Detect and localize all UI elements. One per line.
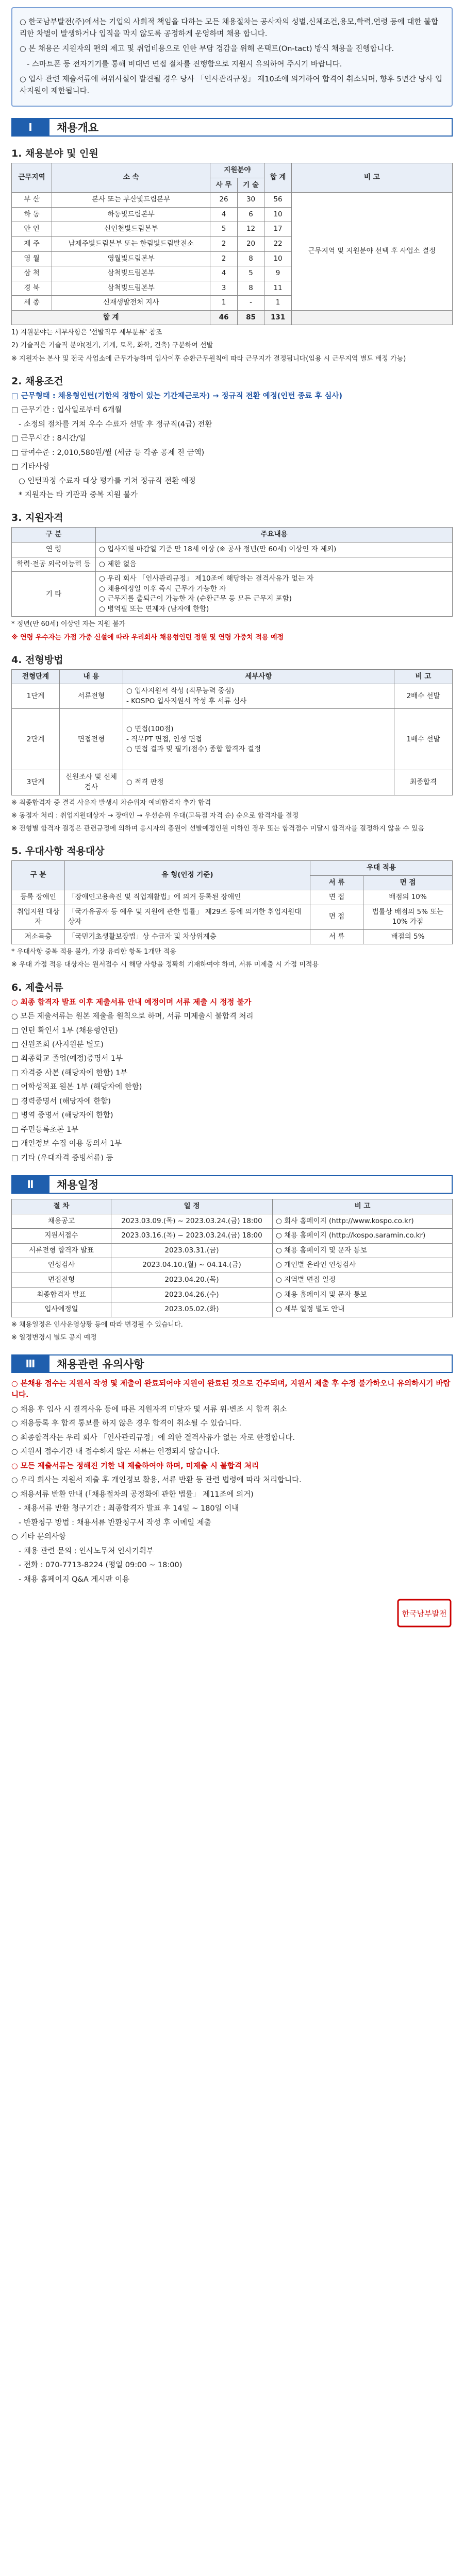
cell: 등록 장애인 xyxy=(12,890,65,905)
doc-item: □ 경력증명서 (해당자에 한함) xyxy=(11,1097,111,1106)
th-category: 구 분 xyxy=(12,528,96,543)
cell: 신재생발전처 지사 xyxy=(52,296,210,311)
th-step: 절 차 xyxy=(12,1199,111,1214)
section-header xyxy=(11,1354,453,1373)
caution-item: - 채용서류 반환 청구기간 : 최종합격자 발표 후 14일 ~ 180일 이내 xyxy=(19,1504,239,1513)
subsection-title: 6. 제출서류 xyxy=(11,981,63,993)
cell: 배점의 10% xyxy=(363,890,453,905)
cell: 22 xyxy=(264,236,291,251)
qualification-table xyxy=(11,527,453,617)
subsection-title: 2. 채용조건 xyxy=(11,375,63,387)
cell: 46 xyxy=(210,310,237,325)
cell: ○ 채용 홈페이지 및 문자 통보 xyxy=(273,1243,453,1258)
doc-item: □ 최종학교 졸업(예정)증명서 1부 xyxy=(11,1055,123,1063)
table-row xyxy=(12,572,453,617)
cell: 30 xyxy=(237,193,264,208)
cell: 하 동 xyxy=(12,207,52,222)
cell: 12 xyxy=(237,222,264,237)
caution-item: - 채용 관련 문의 : 인사노무처 인사기획부 xyxy=(19,1547,154,1555)
cell: 「장애인고용촉진 및 직업재활법」에 의거 등록된 장애인 xyxy=(65,890,310,905)
cell: 합 계 xyxy=(12,310,210,325)
cell: 10 xyxy=(264,207,291,222)
table-row xyxy=(12,1214,453,1229)
cell: 영 월 xyxy=(12,251,52,266)
doc-item: □ 인턴 확인서 1부 (채용형인턴) xyxy=(11,1026,118,1035)
note: * 우대사항 중복 적용 불가, 가장 유리한 항목 1개만 적용 xyxy=(11,948,176,956)
cell: ○ 입사지원 마감일 기준 만 18세 이상 (※ 공사 정년(만 60세) 이상인 자 제외) xyxy=(96,543,453,557)
caution-item: - 전화 : 070-7713-8224 (평일 09:00 ~ 18:00) xyxy=(19,1561,183,1570)
condition: * 지원자는 타 기관과 중복 지원 불가 xyxy=(19,491,138,500)
cell: ○ 제한 없음 xyxy=(96,557,453,572)
caution-item: ○ 최종합격자는 우리 회사 「인사관리규정」에 의한 결격사유가 없는 자로 한정합니다. xyxy=(11,1433,295,1442)
th-total: 합 계 xyxy=(264,163,291,193)
cell: 남제주빛드림본부 또는 한림빛드림발전소 xyxy=(52,236,210,251)
cell: 131 xyxy=(264,310,291,325)
th-detail: 세부사항 xyxy=(123,669,394,684)
table-row xyxy=(12,770,453,795)
subsection-title: 1. 채용분야 및 인원 xyxy=(11,148,98,160)
intro-line: - 스마트폰 등 전자기기를 통해 비대면 면접 절차를 진행함으로 지원시 유의하여 주시기 바랍니다. xyxy=(27,60,342,69)
cell: 2023.05.02.(화) xyxy=(111,1302,273,1317)
cell: 3 xyxy=(210,281,237,296)
cell: ○ 세부 일정 별도 안내 xyxy=(273,1302,453,1317)
condition: □ 급여수준 : 2,010,580원/월 (세금 등 각종 공제 전 금액) xyxy=(11,448,205,457)
process-table xyxy=(11,669,453,795)
note: ※ 전형별 합격자 결정은 관련규정에 의하며 응시자의 총원이 선발예정인원 이하인 경우 또는 합격점수 미달시 합격자를 결정하지 않을 수 있음 xyxy=(11,824,425,833)
condition: □ 근무기간 : 입사일로부터 6개월 xyxy=(11,406,122,415)
cell: ○ 적격 판정 xyxy=(123,770,394,795)
note: ※ 지원자는 본사 및 전국 사업소에 근무가능하며 입사이후 순환근무원칙에 따라 근무지가 결정됩니다(임용 시 근무지역 별도 배정 가능) xyxy=(11,354,406,363)
table-row xyxy=(12,1258,453,1273)
note: ※ 최종합격자 중 결격 사유자 발생시 차순위자 예비합격자 추가 합격 xyxy=(11,799,211,807)
caution-item: - 채용 홈페이지 Q&A 게시판 이용 xyxy=(19,1575,129,1584)
cell: 3단계 xyxy=(12,770,60,795)
cell: 최종합격 xyxy=(394,770,453,795)
caution-item: ○ 기타 문의사항 xyxy=(11,1533,66,1541)
th-content: 내 용 xyxy=(60,669,123,684)
cell: 4 xyxy=(210,207,237,222)
cell: 삼척빛드림본부 xyxy=(52,266,210,281)
intro-box xyxy=(11,7,453,107)
cell: 2단계 xyxy=(12,709,60,770)
th-remark: 비 고 xyxy=(291,163,452,193)
condition: □ 근무시간 : 8시간/일 xyxy=(11,434,86,443)
doc-item: ○ 모든 제출서류는 원본 제출을 원칙으로 하며, 서류 미제출시 불합격 처리 xyxy=(11,1012,254,1021)
cell: 4 xyxy=(210,266,237,281)
table-row xyxy=(12,890,453,905)
stamp-text: 한국남부발전 xyxy=(402,1609,447,1619)
section-number: Ⅰ xyxy=(11,118,49,137)
th-stage: 전형단계 xyxy=(12,669,60,684)
cell: 안 인 xyxy=(12,222,52,237)
table-row xyxy=(12,905,453,929)
cell: ○ 개인별 온라인 인성검사 xyxy=(273,1258,453,1273)
cell: 5 xyxy=(210,222,237,237)
cell xyxy=(291,310,452,325)
cell: 5 xyxy=(237,266,264,281)
cell: 삼척빛드림본부 xyxy=(52,281,210,296)
table-row xyxy=(12,1287,453,1302)
cell: 2배수 선발 xyxy=(394,684,453,709)
caution-item: ○ 채용등록 후 합격 통보를 하지 않은 경우 합격이 취소될 수 있습니다. xyxy=(11,1419,242,1428)
cell: 2023.04.20.(목) xyxy=(111,1273,273,1288)
table-row xyxy=(12,543,453,557)
caution-item: ○ 지원서 접수기간 내 접수하지 않은 서류는 인정되지 않습니다. xyxy=(11,1448,220,1456)
stamp xyxy=(396,1598,453,1631)
section-title: 채용개요 xyxy=(49,118,453,137)
subsection-title: 5. 우대사항 적용대상 xyxy=(11,845,105,857)
cell: 기 타 xyxy=(12,572,96,617)
stamp-icon xyxy=(396,1598,453,1629)
doc-item: □ 어학성적표 원본 1부 (해당자에 한함) xyxy=(11,1083,142,1092)
subsection-title: 4. 전형방법 xyxy=(11,654,63,666)
cell: 면접전형 xyxy=(60,709,123,770)
caution-item: ○ 채용서류 반환 안내 (「채용절차의 공정화에 관한 법률」 제11조에 의거) xyxy=(11,1490,254,1499)
note: 1) 지원분야는 세부사항은 '선발직무 세부분류' 참조 xyxy=(11,329,162,337)
schedule-table xyxy=(11,1199,453,1317)
cell: 1단계 xyxy=(12,684,60,709)
cell: 경 북 xyxy=(12,281,52,296)
cell: 8 xyxy=(237,281,264,296)
cell: 2023.03.16.(목) ~ 2023.03.24.(금) 18:00 xyxy=(111,1229,273,1244)
cell: ○ 채용 홈페이지 (http://kospo.saramin.co.kr) xyxy=(273,1229,453,1244)
total-row xyxy=(12,310,453,325)
cell: 17 xyxy=(264,222,291,237)
subsection-title: 3. 지원자격 xyxy=(11,512,63,524)
cell: 면 접 xyxy=(310,890,363,905)
cell: 삼 척 xyxy=(12,266,52,281)
cell: 연 령 xyxy=(12,543,96,557)
note: ※ 연령 우수자는 가점 가중 신설에 따라 우리회사 채용형인턴 정원 및 연령 가중치 적용 예정 xyxy=(11,633,284,641)
cell: 2023.04.10.(월) ~ 04.14.(금) xyxy=(111,1258,273,1273)
table-row xyxy=(12,709,453,770)
cell: 입사예정일 xyxy=(12,1302,111,1317)
cell: 1배수 선발 xyxy=(394,709,453,770)
doc-item: □ 기타 (우대자격 증빙서류) 등 xyxy=(11,1154,113,1162)
note: ※ 일정변경시 별도 공지 예정 xyxy=(11,1333,97,1342)
cell: 면 접 xyxy=(310,905,363,929)
cell: 9 xyxy=(264,266,291,281)
cell: ○ 입사지원서 작성 (직무능력 중심) - KOSPO 입사지원서 작성 후 서류 심사 xyxy=(123,684,394,709)
cell: 부 산 xyxy=(12,193,52,208)
cell: ○ 우리 회사 「인사관리규정」 제10조에 해당하는 결격사유가 없는 자 ○ 채용예정일 이후 즉시 근무가 가능한 자 ○ 근무지를 출퇴근이 가능한 자 (순환근무 등 모든 근무지 포함) ○ 병역필 또는 면제자 (남자에 한함) xyxy=(96,572,453,617)
th-field: 지원분야 xyxy=(210,163,264,178)
condition: □ 근무형태 : 채용형인턴(기한의 정함이 있는 기간제근로자) → 정규직 전환 예정(인턴 종료 후 심사) xyxy=(11,392,343,400)
doc-item: □ 병역 증명서 (해당자에 한함) xyxy=(11,1111,113,1120)
cell: 2 xyxy=(210,251,237,266)
th-office: 사 무 xyxy=(210,178,237,193)
cell: 지원서접수 xyxy=(12,1229,111,1244)
table-row xyxy=(12,1243,453,1258)
th-region: 근무지역 xyxy=(12,163,52,193)
section-title: 채용관련 유의사항 xyxy=(49,1354,453,1373)
cell: 제 주 xyxy=(12,236,52,251)
table-row xyxy=(12,557,453,572)
cell: 8 xyxy=(237,251,264,266)
cell: ○ 채용 홈페이지 및 문자 통보 xyxy=(273,1287,453,1302)
cell: 신원조사 및 신체검사 xyxy=(60,770,123,795)
cell: 1 xyxy=(264,296,291,311)
cell: ○ 면접(100점) - 직무PT 면접, 인성 면접 ○ 면접 결과 및 필기(점수) 종합 합격자 결정 xyxy=(123,709,394,770)
cell: 20 xyxy=(237,236,264,251)
doc-item: ○ 최종 합격자 발표 이후 제출서류 안내 예정이며 서류 제출 시 정정 불가 xyxy=(11,998,252,1007)
cell: 2023.03.31.(금) xyxy=(111,1243,273,1258)
section-number: Ⅲ xyxy=(11,1354,49,1373)
cell: 세 종 xyxy=(12,296,52,311)
condition: ○ 인턴과정 수료자 대상 평가를 거쳐 정규직 전환 예정 xyxy=(19,477,196,485)
cell: 서류전형 xyxy=(60,684,123,709)
section-header xyxy=(11,1175,453,1194)
th-tech: 기 술 xyxy=(237,178,264,193)
cell: 법률상 배점의 5% 또는 10% 가점 xyxy=(363,905,453,929)
cell: 하동빛드림본부 xyxy=(52,207,210,222)
caution-item: ○ 우리 회사는 지원서 제출 후 개인정보 활용, 서류 반환 등 관련 법령에 따라 처리합니다. xyxy=(11,1476,302,1485)
note: * 정년(만 60세) 이상인 자는 지원 불가 xyxy=(11,620,126,629)
doc-item: □ 주민등록초본 1부 xyxy=(11,1125,79,1134)
doc-item: □ 개인정보 수집 이용 동의서 1부 xyxy=(11,1140,122,1148)
doc-item: □ 자격증 사본 (해당자에 한함) 1부 xyxy=(11,1069,128,1077)
section-title: 채용일정 xyxy=(49,1175,453,1194)
th-dept: 소 속 xyxy=(52,163,210,193)
cell: 26 xyxy=(210,193,237,208)
cell: 취업지원 대상자 xyxy=(12,905,65,929)
cell: 서류전형 합격자 발표 xyxy=(12,1243,111,1258)
cell: 2023.03.09.(목) ~ 2023.03.24.(금) 18:00 xyxy=(111,1214,273,1229)
cell: 11 xyxy=(264,281,291,296)
note: 2) 기술직은 기술직 분야(전기, 기계, 토목, 화학, 건축) 구분하여 선발 xyxy=(11,342,213,350)
cell: ○ 회사 홈페이지 (http://www.kospo.co.kr) xyxy=(273,1214,453,1229)
cell: 「국민기초생활보장법」상 수급자 및 차상위계층 xyxy=(65,929,310,944)
section-header xyxy=(11,118,453,137)
table-row xyxy=(12,1273,453,1288)
cell: 신인천빛드림본부 xyxy=(52,222,210,237)
caution-item: - 반환청구 방법 : 채용서류 반환청구서 작성 후 이메일 제출 xyxy=(19,1518,211,1527)
section-number: Ⅱ xyxy=(11,1175,49,1194)
condition: - 소정의 절차를 거쳐 우수 수료자 선발 후 정규직(4급) 전환 xyxy=(19,420,212,429)
th-remark: 비 고 xyxy=(394,669,453,684)
recruit-table xyxy=(11,163,453,325)
cell: 인성검사 xyxy=(12,1258,111,1273)
intro-line: ○ 입사 관련 제출서류에 허위사실이 발견될 경우 당사 「인사관리규정」 제10조에 의거하여 합격이 취소되며, 향후 5년간 당사 입사지원이 제한됩니다. xyxy=(20,75,443,95)
cell: - xyxy=(237,296,264,311)
note: ※ 동점자 처리 : 취업지원대상자 → 장애인 → 우선순위 우대(고득점 자격 순) 순으로 합격자를 결정 xyxy=(11,811,299,820)
cell: 학력·전공 외국어능력 등 xyxy=(12,557,96,572)
cell: 2 xyxy=(210,236,237,251)
preference-table xyxy=(11,860,453,944)
note: ※ 채용일정은 인사운영상황 등에 따라 변경될 수 있습니다. xyxy=(11,1320,183,1329)
th-doc: 서 류 xyxy=(310,875,363,890)
cell: 본사 또는 부산빛드림본부 xyxy=(52,193,210,208)
table-row xyxy=(12,1302,453,1317)
th-date: 일 정 xyxy=(111,1199,273,1214)
intro-line: ○ 본 채용은 지원자의 편의 제고 및 취업비용으로 인한 부담 경감을 위해 온택트(On-tact) 방식 채용을 진행합니다. xyxy=(20,45,394,54)
doc-item: □ 신원조회 (사지원분 별도) xyxy=(11,1041,104,1049)
cell: 면접전형 xyxy=(12,1273,111,1288)
table-row xyxy=(12,684,453,709)
cell: 2023.04.26.(수) xyxy=(111,1287,273,1302)
note: ※ 우대 가점 적용 대상자는 원서접수 시 해당 사항을 정확히 기재하여야 하며, 서류 미제출 시 가점 미적용 xyxy=(11,961,319,969)
cell: 「국가유공자 등 예우 및 지원에 관한 법률」 제29조 등에 의거한 취업지원대상자 xyxy=(65,905,310,929)
cell: 배점의 5% xyxy=(363,929,453,944)
table-row xyxy=(12,193,453,208)
remark-cell: 근무지역 및 지원분야 선택 후 사업소 결정 xyxy=(291,193,452,311)
signature-block xyxy=(11,1598,453,1631)
condition: □ 기타사항 xyxy=(11,463,50,471)
intro-line: ○ 한국남부발전(주)에서는 기업의 사회적 책임을 다하는 모든 채용절차는 공사자의 성별,신체조건,용모,학력,연령 등에 대한 불합리한 차별이 발생하거나 입직을 막지 않도록 공정하게 운영하며 채용 합니다. xyxy=(20,18,439,39)
cell: 85 xyxy=(237,310,264,325)
th-interview: 면 접 xyxy=(363,875,453,890)
th-category: 구 분 xyxy=(12,860,65,890)
cell: 최종합격자 발표 xyxy=(12,1287,111,1302)
th-type: 유 형(인정 기준) xyxy=(65,860,310,890)
caution-item: ○ 채용 후 입사 시 결격사유 등에 따른 지원자격 미달자 및 서류 위·변조 시 합격 취소 xyxy=(11,1405,287,1414)
caution-item: ○ 본채용 접수는 지원서 작성 및 제출이 완료되어야 지원이 완료된 것으로 간주되며, 지원서 제출 후 수정 불가하오니 유의하시기 바랍니다. xyxy=(11,1380,451,1400)
cell: 10 xyxy=(264,251,291,266)
th-content: 주요내용 xyxy=(96,528,453,543)
table-row xyxy=(12,929,453,944)
th-remark: 비 고 xyxy=(273,1199,453,1214)
cell: 저소득층 xyxy=(12,929,65,944)
cell: 서 류 xyxy=(310,929,363,944)
cell: 영월빛드림본부 xyxy=(52,251,210,266)
th-apply: 우대 적용 xyxy=(310,860,453,875)
table-row xyxy=(12,1229,453,1244)
cell: 56 xyxy=(264,193,291,208)
cell: ○ 지역별 면접 일정 xyxy=(273,1273,453,1288)
caution-item: ○ 모든 제출서류는 정해진 기한 내 제출하여야 하며, 미제출 시 불합격 처리 xyxy=(11,1462,259,1470)
cell: 1 xyxy=(210,296,237,311)
cell: 채용공고 xyxy=(12,1214,111,1229)
cell: 6 xyxy=(237,207,264,222)
